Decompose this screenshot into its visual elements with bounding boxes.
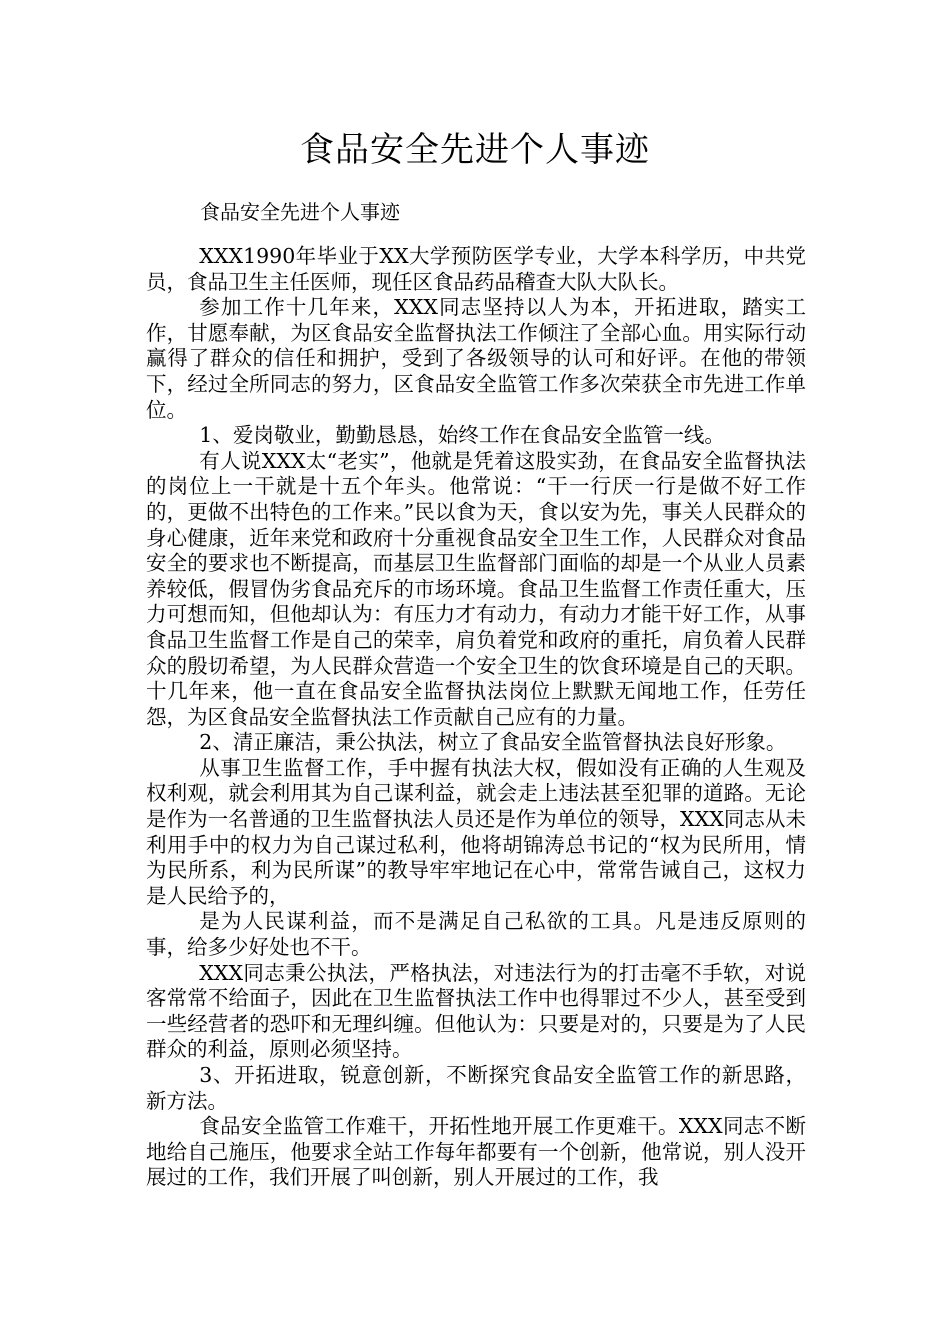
section-heading-3: 3、开拓进取，锐意创新，不断探究食品安全监管工作的新思路，新方法。 [146,1063,806,1113]
paragraph-section-3: 食品安全监管工作难干，开拓性地开展工作更难干。XXX同志不断地给自己施压，他要求全站工作每年都要有一个创新，他常说，别人没开展过的工作，我们开展了叫创新，别人开展过的工作，我 [146,1114,806,1190]
paragraph-overview: 参加工作十几年来，XXX同志坚持以人为本，开拓进取，踏实工作，甘愿奉献，为区食品安全监督执法工作倾注了全部心血。用实际行动赢得了群众的信任和拥护，受到了各级领导的认可和好评。在他的带领下，经过全所同志的努力，区食品安全监管工作多次荣获全市先进工作单位。 [146,295,806,422]
paragraph-section-2b: 是为人民谋利益，而不是满足自己私欲的工具。凡是违反原则的事，给多少好处也不干。 [146,909,806,960]
document-title: 食品安全先进个人事迹 [300,130,650,170]
paragraph-section-2c: XXX同志秉公执法，严格执法，对违法行为的打击毫不手软，对说客常常不给面子，因此在卫生监督执法工作中也得罪过不少人，甚至受到一些经营者的恐吓和无理纠缠。但他认为：只要是对的，只要是为了人民群众的利益，原则必须坚持。 [146,960,806,1062]
paragraph-section-1: 有人说XXX太“老实”，他就是凭着这股实劲，在食品安全监督执法的岗位上一干就是十五个年头。他常说：“干一行厌一行是做不好工作的，更做不出特色的工作来。”民以食为天，食以安为先，事关人民群众的身心健康，近年来党和政府十分重视食品安全卫生工作，人民群众对食品安全的要求也不断提高，而基层卫生监督部门面临的却是一个从业人员素养较低，假冒伪劣食品充斥的市场环境。食品卫生监督工作责任重大，压力可想而知，但他却认为：有压力才有动力，有动力才能干好工作，从事食品卫生监督工作是自己的荣幸，肩负着党和政府的重托，肩负着人民群众的殷切希望，为人民群众营造一个安全卫生的饮食环境是自己的天职。十几年来，他一直在食品安全监督执法岗位上默默无闻地工作，任劳任怨，为区食品安全监督执法工作贡献自己应有的力量。 [146,448,806,729]
document-subtitle: 食品安全先进个人事迹 [200,200,400,224]
paragraph-section-2a: 从事卫生监督工作，手中握有执法大权，假如没有正确的人生观及权利观，就会利用其为自己谋利益，就会走上违法甚至犯罪的道路。无论是作为一名普通的卫生监督执法人员还是作为单位的领导，XXX同志从未利用手中的权力为自己谋过私利，他将胡锦涛总书记的“权为民所用，情为民所系，利为民所谋”的教导牢牢地记在心中，常常告诫自己，这权力是人民给予的， [146,755,806,908]
section-heading-1: 1、爱岗敬业，勤勤恳恳，始终工作在食品安全监管一线。 [199,423,725,448]
paragraph-intro: XXX1990年毕业于XX大学预防医学专业，大学本科学历，中共党员，食品卫生主任医师，现任区食品药品稽查大队大队长。 [146,244,806,294]
section-heading-2: 2、清正廉洁，秉公执法，树立了食品安全监管督执法良好形象。 [199,730,787,755]
document-body [146,244,806,1191]
